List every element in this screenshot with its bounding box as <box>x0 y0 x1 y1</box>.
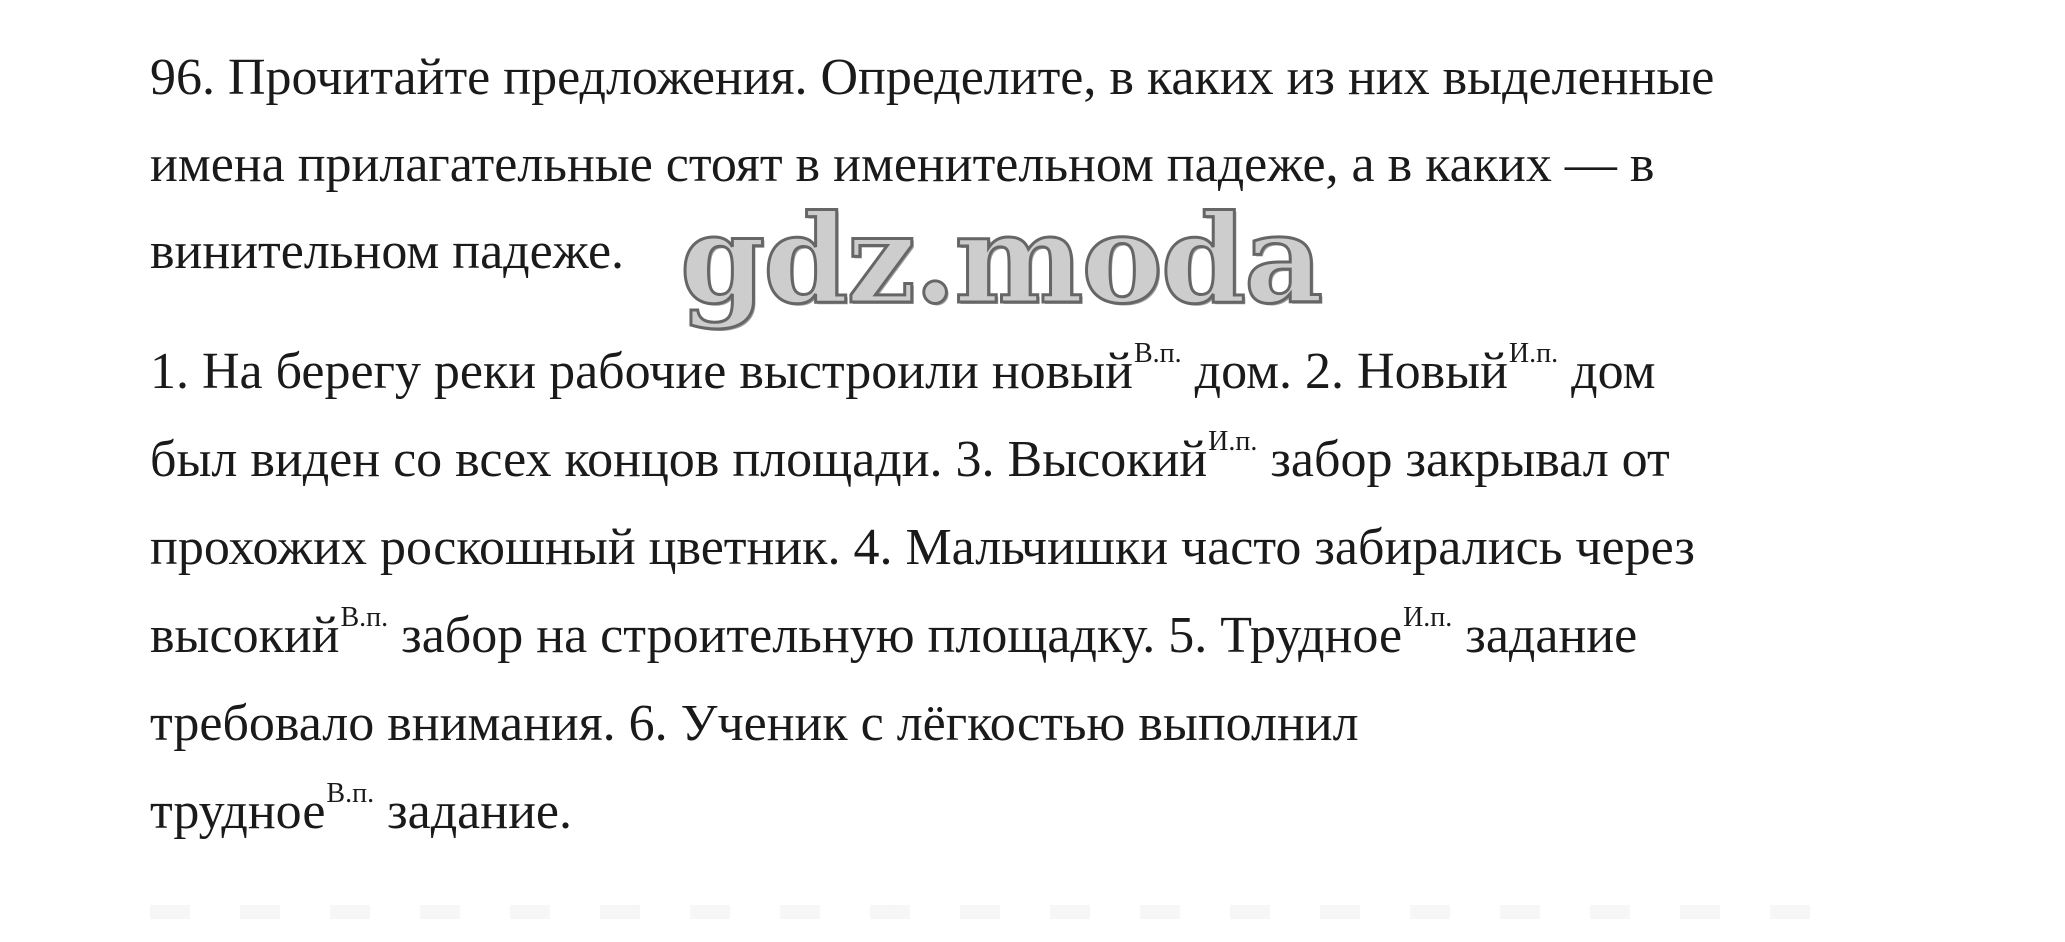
answer-line-4 <box>150 602 1638 664</box>
task-line-1: 96. Прочитайте предложения. Определите, в каких из них выделенные <box>150 49 1715 106</box>
answer-text-segment: высокий <box>150 607 340 664</box>
answer-text-segment: был виден со всех концов площади. 3. Высокий <box>150 431 1208 488</box>
answer-line-5 <box>150 695 1359 752</box>
task-line-2: имена прилагательные стоят в именительном падеже, а в каких — в <box>150 136 1655 193</box>
answer-text-segment: прохожих роскошный цветник. 4. Мальчишки часто забирались через <box>150 519 1695 576</box>
case-mark-nominative: И.п. <box>1403 602 1453 633</box>
case-mark-nominative: И.п. <box>1208 426 1258 457</box>
answer-line-1 <box>150 338 1656 400</box>
case-mark-accusative: В.п. <box>1134 338 1182 369</box>
answer-text-segment: 1. На берегу реки рабочие выстроили новый <box>150 343 1133 400</box>
case-mark-accusative: В.п. <box>326 778 375 809</box>
answer-text-segment: дом. 2. Новый <box>1181 343 1508 400</box>
case-mark-nominative: И.п. <box>1508 338 1559 369</box>
answer-text-segment: трудное <box>150 783 326 840</box>
answer-text-segment: требовало внимания. 6. Ученик с лёгкостью выполнил <box>150 695 1359 752</box>
case-mark-accusative: В.п. <box>340 602 389 633</box>
cropped-next-line <box>150 905 1850 919</box>
task-line-3: винительном падеже. <box>150 223 625 280</box>
answer-line-3 <box>150 519 1695 576</box>
gdz-moda-watermark: gdz.moda <box>680 187 1322 331</box>
answer-text-segment: задание <box>1452 607 1638 664</box>
answer-line-2 <box>150 426 1670 488</box>
answer-text-segment: забор на строительную площадку. 5. Трудное <box>388 607 1403 664</box>
answer-line-6 <box>150 778 572 840</box>
answer-text-segment: забор закрывал от <box>1257 431 1670 488</box>
answer-text-segment: задание. <box>374 783 572 840</box>
answer-text-segment: дом <box>1558 343 1656 400</box>
